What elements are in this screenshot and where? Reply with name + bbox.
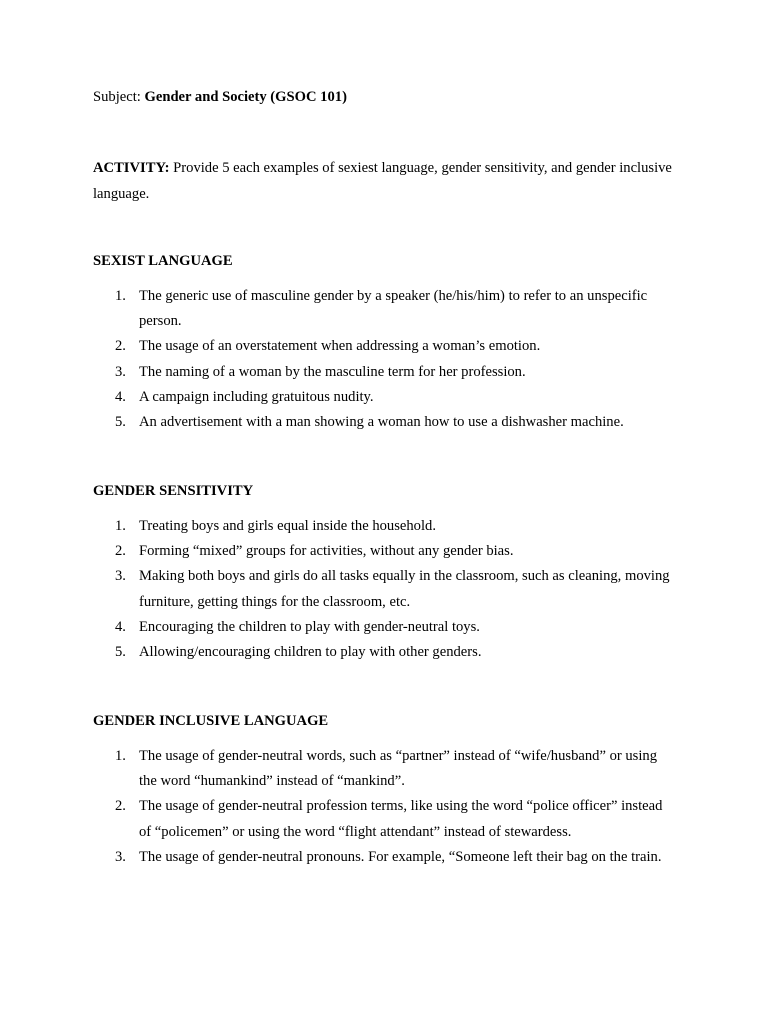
sexist-language-list <box>93 284 673 435</box>
list-item <box>93 360 673 385</box>
list-item-text: The naming of a woman by the masculine term for her profession. <box>139 363 526 380</box>
list-item <box>93 284 673 334</box>
list-item-text: Treating boys and girls equal inside the household. <box>139 518 436 534</box>
section-heading-sexist-language: SEXIST LANGUAGE <box>93 253 233 269</box>
list-number: 3. <box>115 363 126 380</box>
section-heading-gender-sensitivity: GENDER SENSITIVITY <box>93 483 254 499</box>
list-number: 5. <box>115 414 126 431</box>
list-item-text: An advertisement with a man showing a woman how to use a dishwasher machine. <box>139 414 624 431</box>
list-item <box>93 845 673 870</box>
list-item-text: Allowing/encouraging children to play with other genders. <box>139 644 482 661</box>
list-number: 1. <box>115 748 126 764</box>
list-number: 3. <box>115 848 126 865</box>
list-item-text: The generic use of masculine gender by a speaker (he/his/him) to refer to an unspecific person. <box>139 288 648 330</box>
list-number: 2. <box>115 798 126 815</box>
list-number: 2. <box>115 338 126 355</box>
list-item <box>93 564 673 614</box>
list-number: 4. <box>115 388 126 405</box>
activity-label: ACTIVITY: <box>93 160 170 176</box>
list-item-text: The usage of gender-neutral profession terms, like using the word “police officer” instead of “policemen” or using the word “flight attendant” instead of stewardess. <box>139 798 663 840</box>
list-item <box>93 410 673 435</box>
list-item-text: The usage of an overstatement when addressing a woman’s emotion. <box>139 338 541 355</box>
list-item <box>93 385 673 410</box>
activity-text: Provide 5 each examples of sexiest language, gender sensitivity, and gender inclusive language. <box>93 160 672 202</box>
list-item <box>93 744 673 794</box>
list-item <box>93 514 673 539</box>
subject-value: Gender and Society (GSOC 101) <box>144 89 347 105</box>
list-number: 1. <box>115 518 126 534</box>
activity-paragraph <box>93 156 673 207</box>
list-number: 3. <box>115 568 126 585</box>
list-item <box>93 539 673 564</box>
gender-sensitivity-list <box>93 514 673 665</box>
list-item-text: Forming “mixed” groups for activities, without any gender bias. <box>139 543 514 560</box>
section-heading-gender-inclusive-language: GENDER INCLUSIVE LANGUAGE <box>93 713 329 729</box>
list-number: 2. <box>115 543 126 560</box>
list-item <box>93 640 673 665</box>
list-number: 5. <box>115 644 126 661</box>
list-item-text: The usage of gender-neutral words, such as “partner” instead of “wife/husband” or using the word “humankind” instead of “mankind”. <box>139 748 658 790</box>
gender-inclusive-language-list <box>93 744 673 870</box>
list-item <box>93 615 673 640</box>
list-number: 4. <box>115 618 126 635</box>
list-item-text: The usage of gender-neutral pronouns. For example, “Someone left their bag on the train. <box>139 848 662 865</box>
list-item-text: Making both boys and girls do all tasks equally in the classroom, such as cleaning, moving furniture, getting things for the classroom, etc. <box>139 568 670 610</box>
list-number: 1. <box>115 288 126 304</box>
subject-label: Subject: <box>93 89 141 105</box>
list-item-text: Encouraging the children to play with gender-neutral toys. <box>139 618 480 635</box>
list-item <box>93 334 673 359</box>
list-item-text: A campaign including gratuitous nudity. <box>139 388 374 405</box>
list-item <box>93 794 673 844</box>
subject-line <box>93 88 347 106</box>
